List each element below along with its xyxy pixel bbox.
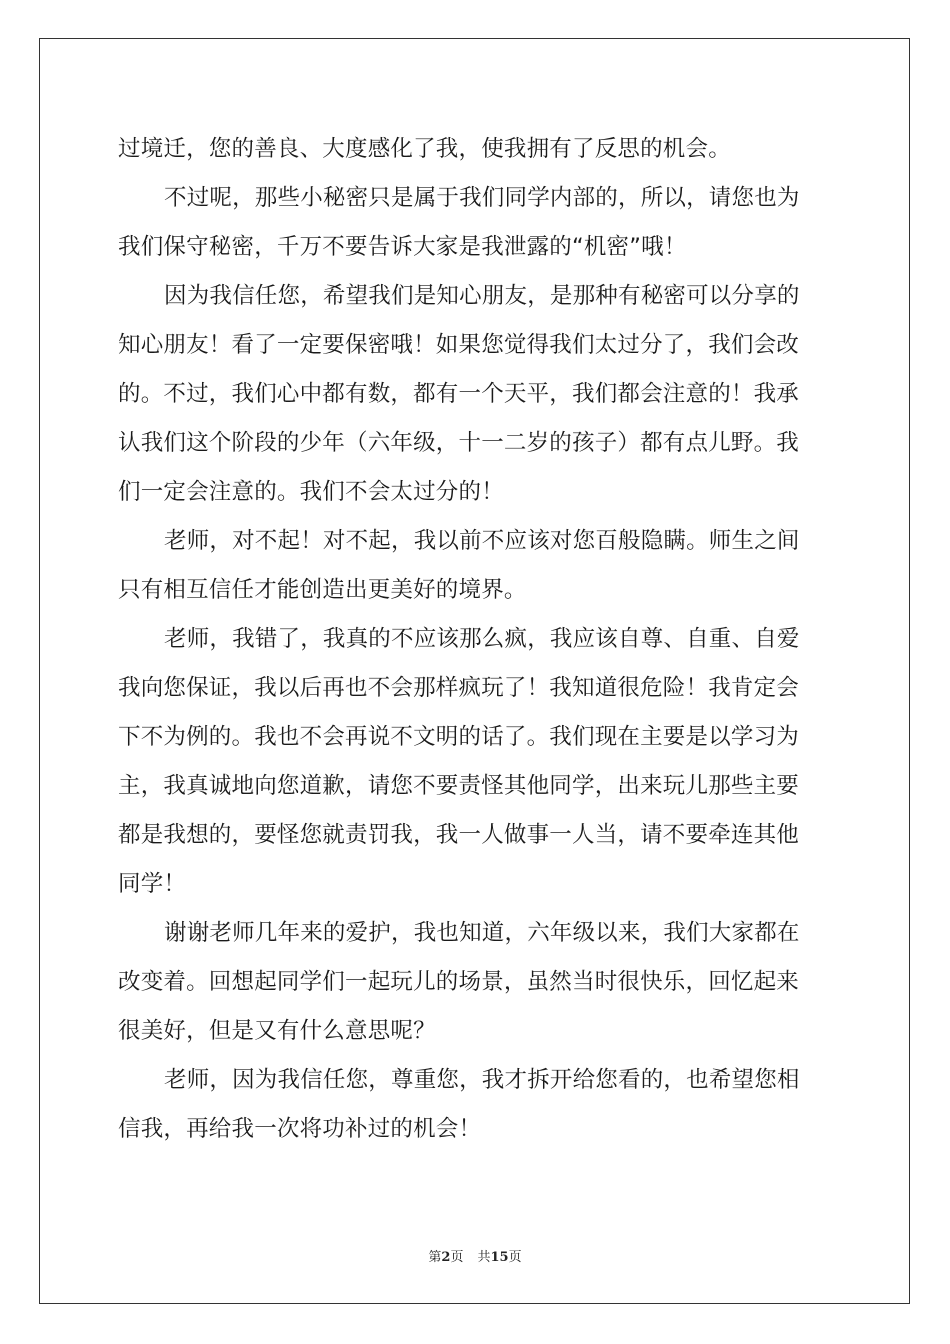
text-line: 我们保守秘密，千万不要告诉大家是我泄露的“机密”哦！: [118, 234, 687, 260]
paragraph-start-line: 不过呢，那些小秘密只是属于我们同学内部的，所以，请您也为: [164, 185, 800, 211]
text-line: 主，我真诚地向您道歉，请您不要责怪其他同学，出来玩儿那些主要: [118, 773, 800, 799]
paragraph-start-line: 老师，我错了，我真的不应该那么疯，我应该自尊、自重、自爱: [164, 626, 800, 652]
text-line: 都是我想的，要怪您就责罚我，我一人做事一人当，请不要牵连其他: [118, 822, 800, 848]
paragraph-start-line: 因为我信任您，希望我们是知心朋友，是那种有秘密可以分享的: [164, 283, 800, 309]
text-line: 信我，再给我一次将功补过的机会！: [118, 1116, 482, 1142]
page-number: 2: [441, 1250, 451, 1265]
text-line: 认我们这个阶段的少年（六年级，十一二岁的孩子）都有点儿野。我: [118, 430, 800, 456]
page-suffix: 页: [450, 1250, 464, 1265]
text-line: 同学！: [118, 871, 187, 897]
paragraph-start-line: 老师，对不起！对不起，我以前不应该对您百般隐瞒。师生之间: [164, 528, 800, 554]
paragraph-start-line: 谢谢老师几年来的爱护，我也知道，六年级以来，我们大家都在: [164, 920, 800, 946]
total-pages: 15: [490, 1250, 509, 1265]
text-line: 过境迁，您的善良、大度感化了我，使我拥有了反思的机会。: [118, 136, 731, 162]
text-line: 我向您保证，我以后再也不会那样疯玩了！我知道很危险！我肯定会: [118, 675, 800, 701]
text-line: 的。不过，我们心中都有数，都有一个天平，我们都会注意的！我承: [118, 381, 800, 407]
page-footer: [0, 1246, 950, 1265]
document-body: [118, 125, 834, 1154]
text-line: 很美好，但是又有什么意思呢？: [118, 1018, 436, 1044]
text-line: 下不为例的。我也不会再说不文明的话了。我们现在主要是以学习为: [118, 724, 800, 750]
text-line: 改变着。回想起同学们一起玩儿的场景，虽然当时很快乐，回忆起来: [118, 969, 800, 995]
text-line: 知心朋友！看了一定要保密哦！如果您觉得我们太过分了，我们会改: [118, 332, 800, 358]
text-line: 们一定会注意的。我们不会太过分的！: [118, 479, 504, 505]
paragraph-start-line: 老师，因为我信任您，尊重您，我才拆开给您看的，也希望您相: [164, 1067, 800, 1093]
text-line: 只有相互信任才能创造出更美好的境界。: [118, 577, 527, 603]
total-suffix: 页: [508, 1250, 522, 1265]
total-prefix: 共: [477, 1250, 491, 1265]
page-prefix: 第: [428, 1250, 442, 1265]
